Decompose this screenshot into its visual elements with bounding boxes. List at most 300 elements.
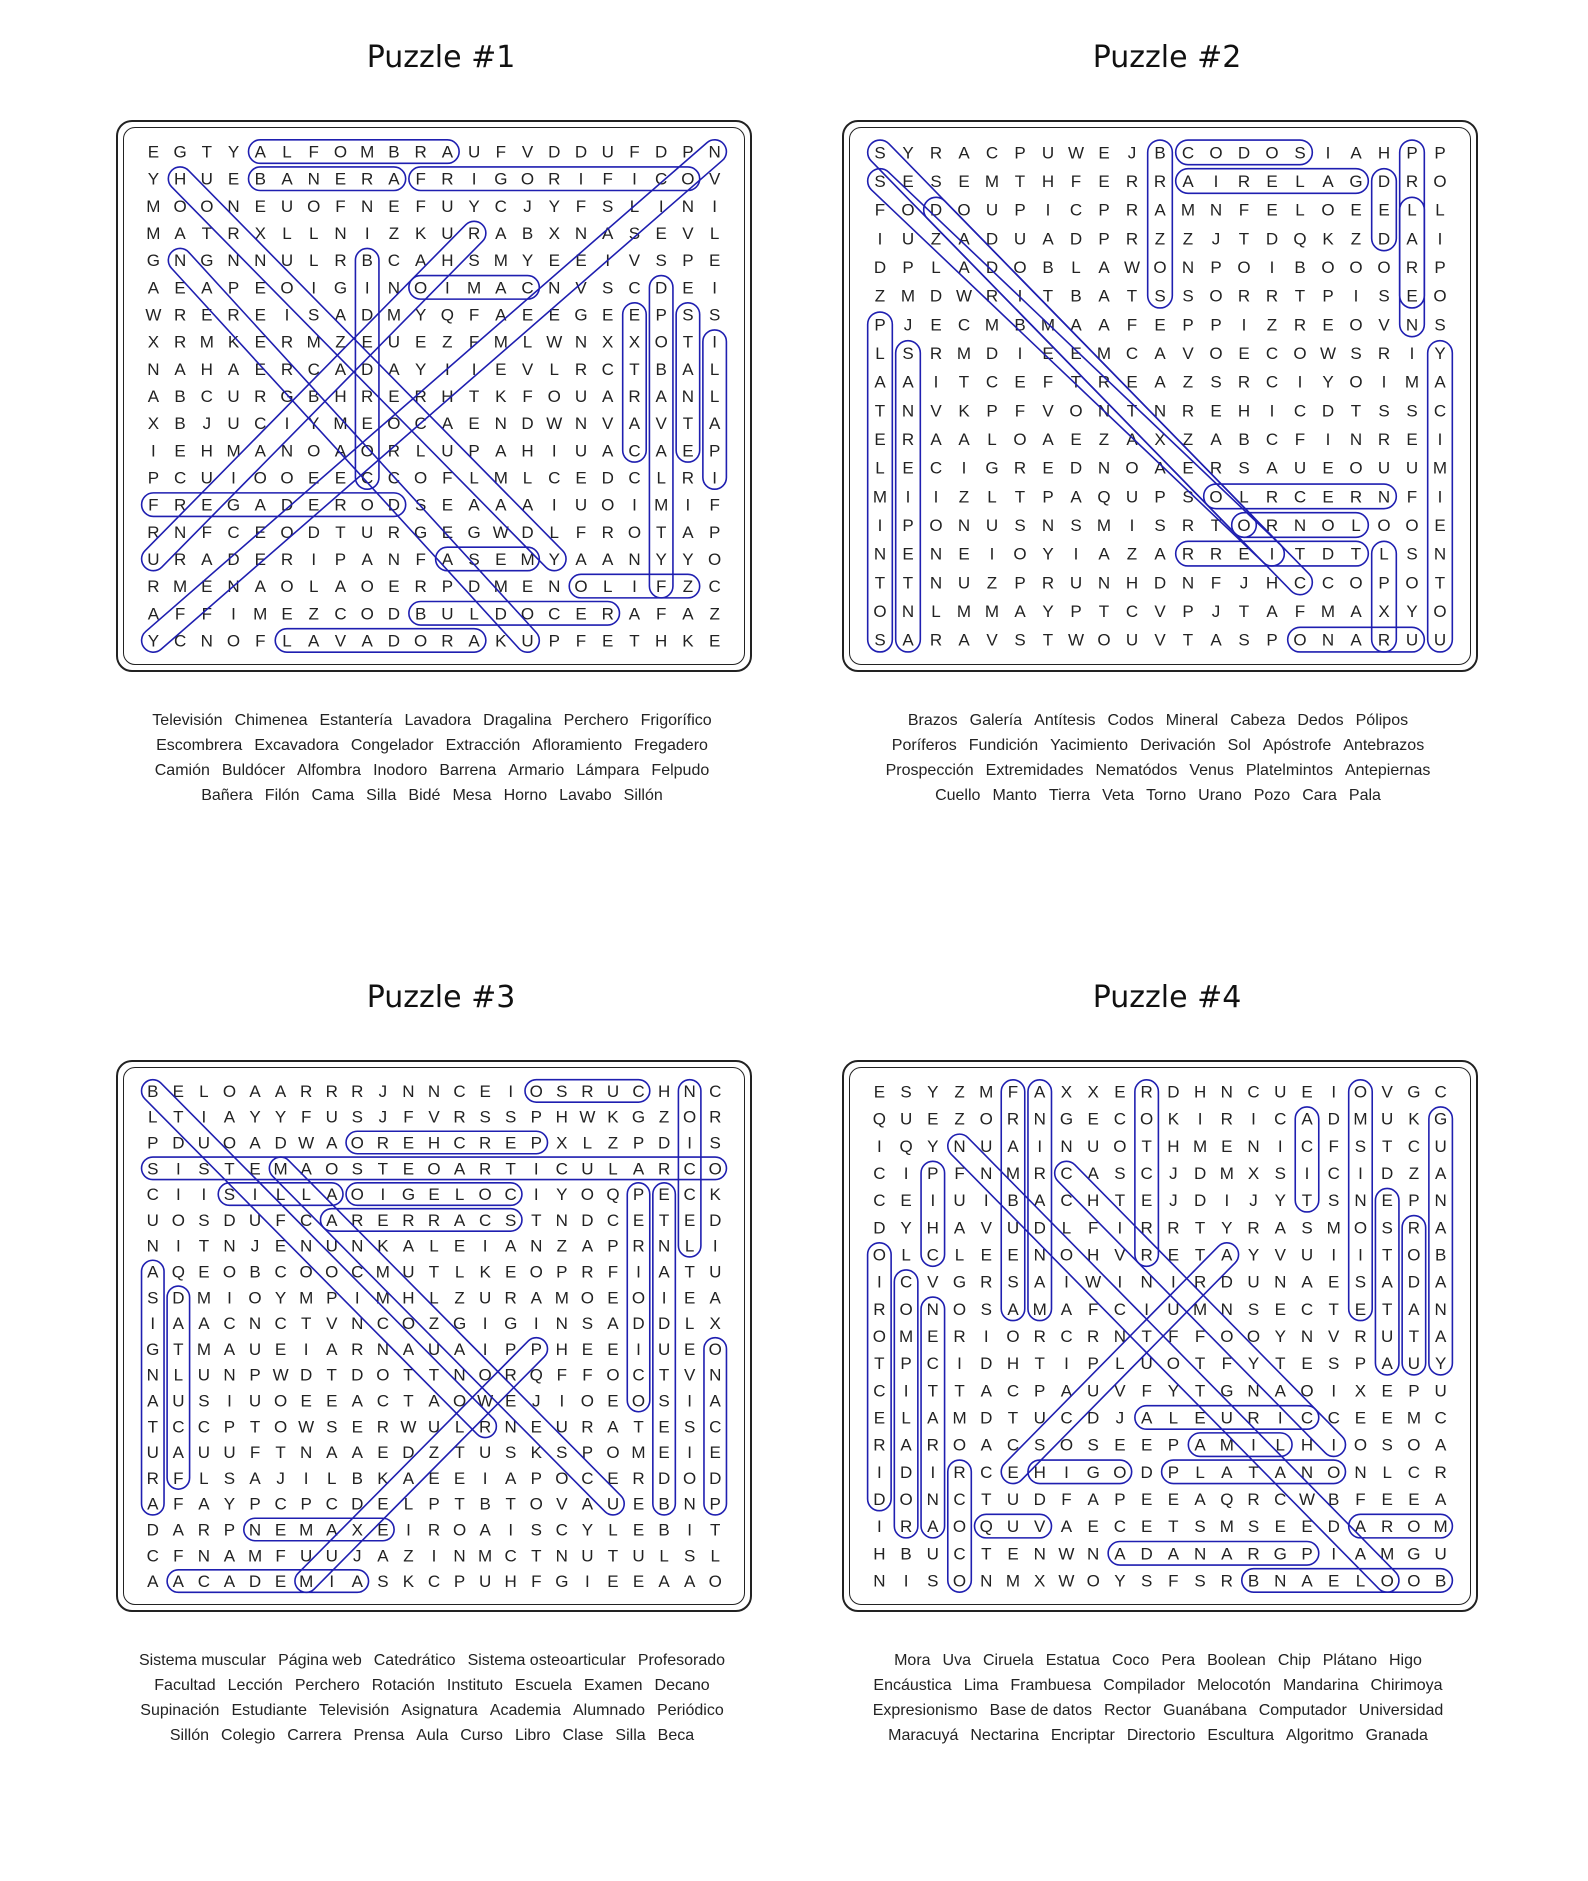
grid-letter[interactable]: E [980, 1245, 992, 1265]
grid-letter[interactable]: A [709, 1288, 721, 1308]
grid-letter[interactable]: C [478, 1210, 492, 1230]
grid-letter[interactable]: Y [468, 196, 480, 216]
grid-letter[interactable]: F [275, 1546, 286, 1566]
grid-letter[interactable]: L [403, 1494, 414, 1514]
grid-letter[interactable]: D [1381, 1164, 1394, 1184]
grid-letter[interactable]: R [414, 142, 427, 162]
grid-letter[interactable]: I [1170, 1272, 1176, 1292]
grid-letter[interactable]: M [1326, 1218, 1341, 1238]
grid-letter[interactable]: T [633, 1417, 644, 1437]
grid-letter[interactable]: R [227, 305, 240, 325]
grid-letter[interactable]: P [1434, 258, 1446, 277]
grid-letter[interactable]: H [200, 359, 213, 379]
grid-letter[interactable]: L [1435, 200, 1445, 220]
grid-letter[interactable]: I [1117, 1272, 1123, 1292]
grid-letter[interactable]: L [931, 258, 941, 277]
grid-letter[interactable]: S [414, 495, 427, 515]
grid-letter[interactable]: I [983, 1327, 989, 1346]
grid-letter[interactable]: T [629, 631, 640, 651]
grid-letter[interactable]: T [454, 1494, 465, 1514]
grid-letter[interactable]: C [1300, 1136, 1314, 1156]
grid-letter[interactable]: E [300, 1391, 312, 1411]
grid-letter[interactable]: O [1407, 1435, 1421, 1455]
grid-letter[interactable]: G [173, 142, 187, 162]
grid-letter[interactable]: D [1377, 172, 1391, 191]
grid-letter[interactable]: P [530, 1468, 542, 1488]
grid-letter[interactable]: B [361, 251, 373, 271]
grid-letter[interactable]: T [1007, 1408, 1019, 1428]
grid-letter[interactable]: X [548, 224, 560, 244]
grid-letter[interactable]: T [454, 1443, 465, 1463]
grid-letter[interactable]: O [414, 278, 428, 298]
grid-letter[interactable]: Y [682, 549, 694, 569]
grid-letter[interactable]: P [1266, 630, 1278, 650]
grid-letter[interactable]: O [1113, 1136, 1127, 1156]
grid-letter[interactable]: Z [556, 1236, 568, 1256]
grid-letter[interactable]: L [1355, 1571, 1366, 1591]
grid-letter[interactable]: X [1154, 430, 1166, 449]
grid-letter[interactable]: M [1219, 1435, 1234, 1455]
grid-letter[interactable]: O [1353, 1435, 1368, 1455]
grid-letter[interactable]: F [442, 468, 453, 488]
grid-letter[interactable]: O [683, 1107, 697, 1127]
grid-letter[interactable]: N [248, 1520, 262, 1540]
grid-letter[interactable]: T [1381, 1245, 1393, 1265]
grid-letter[interactable]: I [1277, 1136, 1283, 1156]
grid-letter[interactable]: K [377, 1236, 389, 1256]
grid-letter[interactable]: P [1014, 573, 1026, 593]
grid-letter[interactable]: P [530, 1133, 542, 1153]
grid-letter[interactable]: A [274, 1081, 287, 1101]
grid-letter[interactable]: A [632, 1159, 645, 1179]
grid-letter[interactable]: C [1113, 1517, 1127, 1537]
grid-letter[interactable]: A [495, 278, 507, 298]
grid-letter[interactable]: I [1197, 1109, 1203, 1129]
grid-letter[interactable]: S [682, 305, 694, 325]
grid-letter[interactable]: Z [1098, 430, 1110, 449]
grid-letter[interactable]: A [326, 1133, 338, 1153]
grid-letter[interactable]: Z [930, 229, 942, 249]
grid-letter[interactable]: C [387, 251, 401, 271]
grid-letter[interactable]: T [655, 522, 667, 542]
grid-letter[interactable]: L [148, 1107, 158, 1127]
grid-letter[interactable]: B [174, 414, 186, 434]
grid-letter[interactable]: N [953, 1136, 966, 1156]
grid-letter[interactable]: L [199, 1468, 209, 1488]
grid-letter[interactable]: A [521, 495, 534, 515]
grid-letter[interactable]: H [441, 251, 454, 271]
grid-letter[interactable]: A [223, 1107, 236, 1127]
grid-letter[interactable]: O [606, 1443, 620, 1463]
letter-grid[interactable] [844, 122, 1476, 670]
grid-letter[interactable]: C [632, 1365, 645, 1385]
grid-letter[interactable]: T [1098, 602, 1110, 621]
grid-letter[interactable]: A [326, 1210, 338, 1230]
grid-letter[interactable]: E [1406, 430, 1418, 449]
grid-letter[interactable]: R [581, 1081, 594, 1101]
grid-letter[interactable]: E [575, 604, 587, 624]
grid-letter[interactable]: A [581, 1236, 594, 1256]
grid-letter[interactable]: A [581, 1494, 594, 1514]
grid-letter[interactable]: U [632, 1546, 645, 1566]
grid-letter[interactable]: A [1406, 229, 1418, 249]
grid-letter[interactable]: P [428, 1494, 440, 1514]
grid-letter[interactable]: F [249, 1443, 261, 1463]
grid-letter[interactable]: R [300, 1081, 313, 1101]
grid-letter[interactable]: A [1140, 1408, 1153, 1428]
grid-letter[interactable]: P [1322, 286, 1334, 306]
grid-letter[interactable]: H [1300, 1435, 1314, 1455]
grid-letter[interactable]: O [1349, 315, 1363, 335]
grid-letter[interactable]: L [987, 487, 997, 507]
grid-letter[interactable]: R [1140, 1218, 1153, 1238]
grid-letter[interactable]: E [1350, 200, 1362, 220]
grid-letter[interactable]: M [299, 1288, 314, 1308]
grid-letter[interactable]: A [174, 224, 186, 244]
grid-letter[interactable]: O [872, 1245, 886, 1265]
grid-letter[interactable]: L [454, 1417, 465, 1437]
grid-letter[interactable]: C [521, 278, 534, 298]
grid-letter[interactable]: E [1210, 401, 1222, 421]
grid-letter[interactable]: R [929, 143, 943, 163]
grid-letter[interactable]: S [147, 1288, 159, 1308]
grid-letter[interactable]: S [530, 1520, 542, 1540]
grid-letter[interactable]: R [325, 1081, 338, 1101]
grid-letter[interactable]: F [1194, 1327, 1206, 1346]
grid-letter[interactable]: C [361, 468, 374, 488]
grid-letter[interactable]: I [712, 196, 718, 216]
grid-letter[interactable]: L [469, 468, 479, 488]
grid-letter[interactable]: X [628, 332, 641, 352]
grid-letter[interactable]: T [531, 1210, 542, 1230]
grid-letter[interactable]: D [985, 258, 999, 277]
grid-letter[interactable]: U [200, 169, 213, 189]
grid-letter[interactable]: I [482, 1236, 488, 1256]
grid-letter[interactable]: J [1249, 1191, 1258, 1211]
grid-letter[interactable]: M [984, 602, 1000, 621]
grid-letter[interactable]: N [361, 196, 374, 216]
grid-letter[interactable]: M [306, 332, 321, 352]
grid-letter[interactable]: A [334, 359, 347, 379]
grid-letter[interactable]: H [1006, 1354, 1020, 1374]
grid-letter[interactable]: F [174, 604, 186, 624]
grid-letter[interactable]: Y [274, 1288, 287, 1308]
grid-letter[interactable]: L [1295, 200, 1305, 220]
grid-letter[interactable]: L [1168, 1408, 1179, 1428]
grid-letter[interactable]: A [326, 1339, 338, 1359]
grid-letter[interactable]: A [1210, 630, 1222, 650]
grid-letter[interactable]: M [899, 1327, 914, 1346]
grid-letter[interactable]: H [1167, 1136, 1180, 1156]
grid-letter[interactable]: D [1193, 1164, 1207, 1184]
grid-letter[interactable]: F [495, 142, 507, 162]
grid-letter[interactable]: E [958, 172, 970, 191]
grid-letter[interactable]: C [548, 604, 561, 624]
grid-letter[interactable]: P [249, 1365, 261, 1385]
grid-letter[interactable]: U [227, 414, 240, 434]
grid-letter[interactable]: A [1350, 630, 1362, 650]
grid-letter[interactable]: G [280, 387, 294, 406]
grid-letter[interactable]: E [1194, 1408, 1206, 1428]
grid-letter[interactable]: M [196, 1339, 211, 1359]
grid-letter[interactable]: I [227, 1391, 232, 1411]
grid-letter[interactable]: A [1221, 1462, 1233, 1482]
grid-letter[interactable]: I [533, 1185, 539, 1205]
grid-letter[interactable]: N [657, 1236, 671, 1256]
grid-letter[interactable]: E [902, 458, 914, 478]
grid-letter[interactable]: B [254, 169, 266, 189]
grid-letter[interactable]: N [1060, 1136, 1073, 1156]
grid-letter[interactable]: O [173, 196, 187, 216]
grid-letter[interactable]: U [1033, 1408, 1046, 1428]
grid-letter[interactable]: R [147, 522, 160, 542]
grid-letter[interactable]: U [1434, 1136, 1447, 1156]
grid-letter[interactable]: L [710, 1546, 720, 1566]
grid-letter[interactable]: L [659, 1546, 669, 1566]
grid-letter[interactable]: O [1013, 544, 1027, 564]
grid-letter[interactable]: O [1300, 1381, 1314, 1401]
grid-letter[interactable]: D [873, 1218, 886, 1238]
grid-letter[interactable]: O [873, 602, 887, 621]
grid-letter[interactable]: E [1328, 1571, 1340, 1591]
grid-letter[interactable]: O [631, 1288, 646, 1308]
grid-letter[interactable]: U [1087, 1381, 1100, 1401]
grid-letter[interactable]: O [360, 577, 374, 597]
grid-letter[interactable]: E [658, 1185, 670, 1205]
grid-letter[interactable]: P [607, 1236, 619, 1256]
grid-letter[interactable]: A [602, 224, 614, 244]
grid-letter[interactable]: O [1013, 430, 1027, 449]
grid-letter[interactable]: C [504, 1185, 517, 1205]
grid-letter[interactable]: E [602, 305, 614, 325]
grid-letter[interactable]: F [522, 387, 533, 406]
grid-letter[interactable]: Z [607, 1133, 619, 1153]
grid-letter[interactable]: T [1141, 1136, 1152, 1156]
grid-letter[interactable]: A [1434, 1218, 1447, 1238]
grid-letter[interactable]: S [479, 1107, 491, 1127]
grid-letter[interactable]: C [1069, 200, 1083, 220]
grid-letter[interactable]: U [1087, 1136, 1100, 1156]
grid-letter[interactable]: O [1006, 1327, 1020, 1346]
grid-letter[interactable]: W [1319, 344, 1337, 363]
grid-letter[interactable]: U [200, 468, 213, 488]
grid-letter[interactable]: E [1238, 544, 1250, 564]
grid-letter[interactable]: D [521, 414, 534, 434]
grid-letter[interactable]: C [873, 1191, 886, 1211]
grid-letter[interactable]: D [387, 604, 401, 624]
grid-letter[interactable]: O [555, 1468, 569, 1488]
grid-letter[interactable]: R [427, 1210, 441, 1230]
grid-letter[interactable]: L [454, 1185, 465, 1205]
grid-letter[interactable]: E [377, 1520, 389, 1540]
grid-letter[interactable]: A [505, 1468, 517, 1488]
grid-letter[interactable]: C [1293, 401, 1307, 421]
grid-letter[interactable]: K [1408, 1109, 1420, 1129]
grid-letter[interactable]: T [1034, 1354, 1045, 1374]
grid-letter[interactable]: S [1301, 1218, 1313, 1238]
grid-letter[interactable]: R [601, 522, 614, 542]
grid-letter[interactable]: U [441, 441, 454, 461]
grid-letter[interactable]: H [657, 1081, 671, 1101]
grid-letter[interactable]: E [927, 1109, 939, 1129]
grid-letter[interactable]: T [1248, 1462, 1259, 1482]
grid-letter[interactable]: O [1377, 258, 1391, 277]
grid-letter[interactable]: G [1407, 1544, 1421, 1564]
grid-letter[interactable]: C [334, 604, 347, 624]
grid-letter[interactable]: U [926, 1544, 939, 1564]
grid-letter[interactable]: Z [454, 1288, 465, 1308]
grid-letter[interactable]: E [683, 1339, 696, 1359]
grid-letter[interactable]: R [1237, 372, 1251, 392]
grid-letter[interactable]: S [1328, 1354, 1340, 1374]
grid-letter[interactable]: M [554, 1288, 569, 1308]
grid-letter[interactable]: I [231, 604, 236, 624]
grid-letter[interactable]: R [953, 1327, 966, 1346]
grid-letter[interactable]: E [1354, 1299, 1367, 1319]
grid-letter[interactable]: U [325, 1546, 338, 1566]
grid-letter[interactable]: U [555, 1417, 568, 1437]
grid-letter[interactable]: G [1407, 1082, 1421, 1102]
grid-letter[interactable]: E [1381, 1489, 1393, 1509]
grid-letter[interactable]: S [1182, 286, 1194, 306]
grid-letter[interactable]: C [1293, 487, 1307, 507]
grid-letter[interactable]: H [926, 1218, 939, 1238]
grid-letter[interactable]: N [1209, 200, 1223, 220]
grid-letter[interactable]: E [1434, 516, 1446, 535]
grid-letter[interactable]: A [930, 430, 942, 449]
grid-letter[interactable]: I [1437, 229, 1443, 249]
grid-letter[interactable]: F [629, 142, 640, 162]
grid-letter[interactable]: R [414, 387, 427, 406]
grid-letter[interactable]: C [926, 1245, 939, 1265]
grid-letter[interactable]: I [1325, 143, 1331, 163]
grid-letter[interactable]: P [334, 549, 347, 569]
grid-letter[interactable]: I [605, 251, 611, 271]
grid-letter[interactable]: U [478, 1288, 492, 1308]
grid-letter[interactable]: A [1434, 1435, 1447, 1455]
grid-letter[interactable]: A [147, 1391, 159, 1411]
grid-letter[interactable]: X [1060, 1082, 1073, 1102]
grid-letter[interactable]: E [1070, 344, 1082, 363]
grid-letter[interactable]: T [1350, 401, 1362, 421]
grid-letter[interactable]: D [274, 1133, 287, 1153]
grid-letter[interactable]: O [529, 1494, 543, 1514]
grid-letter[interactable]: N [1247, 1381, 1260, 1401]
grid-letter[interactable]: L [1195, 1462, 1205, 1482]
grid-letter[interactable]: M [1096, 344, 1112, 363]
grid-letter[interactable]: I [551, 495, 557, 515]
grid-letter[interactable]: L [469, 604, 479, 624]
grid-letter[interactable]: T [682, 414, 694, 434]
grid-letter[interactable]: O [1321, 258, 1335, 277]
grid-letter[interactable]: D [1321, 401, 1335, 421]
grid-letter[interactable]: B [1434, 1245, 1447, 1265]
grid-letter[interactable]: N [248, 1314, 262, 1334]
grid-letter[interactable]: O [1059, 1435, 1074, 1455]
grid-letter[interactable]: E [632, 1572, 645, 1592]
grid-letter[interactable]: R [441, 631, 454, 651]
grid-letter[interactable]: P [1408, 1191, 1420, 1211]
grid-letter[interactable]: R [387, 522, 401, 542]
grid-letter[interactable]: F [575, 522, 587, 542]
grid-letter[interactable]: T [902, 573, 914, 593]
grid-letter[interactable]: W [400, 1417, 417, 1437]
grid-letter[interactable]: N [574, 414, 588, 434]
grid-letter[interactable]: U [146, 1210, 159, 1230]
grid-letter[interactable]: A [326, 1443, 338, 1463]
grid-letter[interactable]: M [1404, 372, 1420, 392]
grid-letter[interactable]: E [274, 1572, 287, 1592]
grid-letter[interactable]: R [1265, 286, 1279, 306]
grid-letter[interactable]: A [1221, 1245, 1233, 1265]
grid-letter[interactable]: I [175, 1236, 181, 1256]
grid-letter[interactable]: D [172, 1133, 185, 1153]
grid-letter[interactable]: I [903, 1571, 909, 1591]
grid-letter[interactable]: J [1211, 602, 1221, 621]
grid-letter[interactable]: T [428, 1365, 440, 1385]
grid-letter[interactable]: I [877, 229, 883, 249]
grid-letter[interactable]: L [987, 430, 997, 449]
grid-letter[interactable]: S [874, 630, 886, 650]
grid-letter[interactable]: K [414, 224, 427, 244]
grid-letter[interactable]: E [495, 549, 507, 569]
grid-letter[interactable]: O [1166, 1354, 1180, 1374]
grid-letter[interactable]: Z [1350, 229, 1362, 249]
grid-letter[interactable]: F [1221, 1354, 1233, 1374]
grid-letter[interactable]: Z [958, 487, 970, 507]
grid-letter[interactable]: A [326, 1520, 338, 1540]
grid-letter[interactable]: E [479, 1081, 491, 1101]
grid-letter[interactable]: R [1247, 1544, 1260, 1564]
grid-letter[interactable]: Y [1114, 1571, 1126, 1591]
grid-letter[interactable]: I [508, 1081, 514, 1101]
grid-letter[interactable]: Q [606, 1185, 620, 1205]
grid-letter[interactable]: I [1064, 1272, 1069, 1292]
grid-letter[interactable]: C [1434, 1408, 1447, 1428]
grid-letter[interactable]: L [282, 224, 292, 244]
grid-letter[interactable]: M [493, 251, 508, 271]
grid-letter[interactable]: A [172, 1314, 185, 1334]
grid-letter[interactable]: L [684, 1236, 695, 1256]
grid-letter[interactable]: I [1045, 200, 1051, 220]
grid-letter[interactable]: I [1331, 1544, 1337, 1564]
grid-letter[interactable]: O [1377, 516, 1391, 535]
grid-letter[interactable]: T [1014, 487, 1026, 507]
grid-letter[interactable]: A [1434, 1164, 1447, 1184]
grid-letter[interactable]: L [282, 631, 292, 651]
letter-grid[interactable] [118, 122, 750, 670]
grid-letter[interactable]: R [280, 359, 294, 379]
grid-letter[interactable]: A [441, 549, 454, 569]
grid-letter[interactable]: O [1013, 258, 1027, 277]
grid-letter[interactable]: C [655, 169, 668, 189]
grid-letter[interactable]: R [280, 549, 294, 569]
grid-letter[interactable]: S [1381, 1435, 1393, 1455]
grid-letter[interactable]: R [414, 577, 427, 597]
grid-letter[interactable]: C [146, 1185, 159, 1205]
grid-letter[interactable]: N [1349, 430, 1363, 449]
grid-letter[interactable]: E [201, 577, 213, 597]
grid-letter[interactable]: C [200, 387, 213, 406]
grid-letter[interactable]: T [1126, 401, 1138, 421]
grid-letter[interactable]: E [388, 577, 400, 597]
grid-letter[interactable]: O [1349, 573, 1363, 593]
grid-letter[interactable]: L [308, 224, 319, 244]
grid-letter[interactable]: A [249, 1133, 261, 1153]
grid-letter[interactable]: Z [658, 1107, 670, 1127]
grid-letter[interactable]: P [326, 1288, 338, 1308]
grid-letter[interactable]: A [958, 258, 970, 277]
